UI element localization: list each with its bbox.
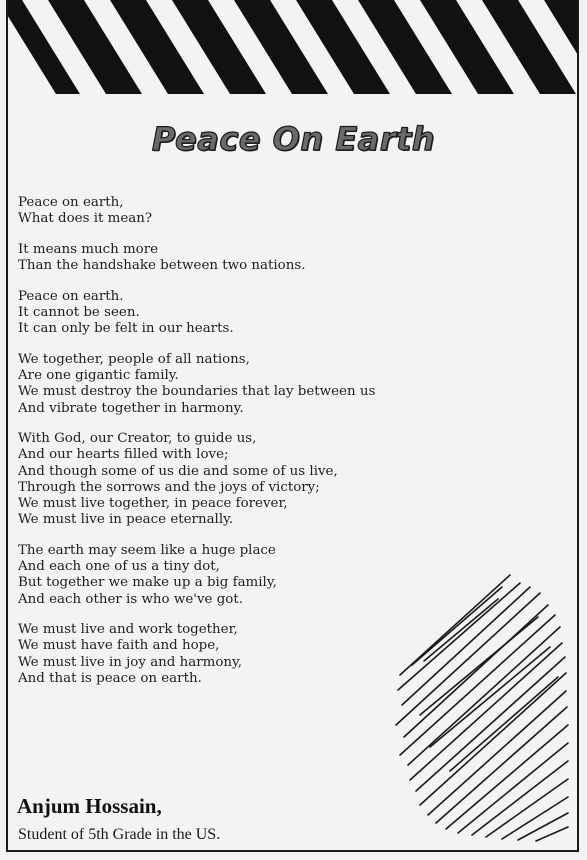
poem-line: And each other is who we've got. xyxy=(18,591,243,607)
poem-line: Peace on earth. xyxy=(18,288,124,304)
poem-line: Than the handshake between two nations. xyxy=(18,258,306,274)
poem-line: We must have faith and hope, xyxy=(18,638,220,654)
poem-line: And vibrate together in harmony. xyxy=(18,400,244,416)
poem-line: We must destroy the boundaries that lay between us xyxy=(18,384,376,400)
poem-line: It can only be felt in our hearts. xyxy=(18,321,234,337)
poem-line: We must live in joy and harmony, xyxy=(18,654,243,670)
stanza-3 xyxy=(18,289,488,338)
hatch-scribble-decoration xyxy=(390,565,570,845)
stanza-5 xyxy=(18,431,488,528)
stanza-2 xyxy=(18,242,488,274)
poem-line: Are one gigantic family. xyxy=(18,368,179,384)
poem-line: We together, people of all nations, xyxy=(18,351,250,367)
poem-line: We must live in peace eternally. xyxy=(18,512,234,528)
poem-line: It cannot be seen. xyxy=(18,305,140,321)
poem-line: What does it mean? xyxy=(18,211,153,227)
poem-line: But together we make up a big family, xyxy=(18,575,277,591)
poem-line: Through the sorrows and the joys of victory; xyxy=(18,479,320,495)
poem-line: Peace on earth, xyxy=(18,195,124,210)
poem-line: And each one of us a tiny dot, xyxy=(18,559,220,575)
poem-line: And that is peace on earth. xyxy=(18,670,202,686)
poem-line: With God, our Creator, to guide us, xyxy=(18,431,257,447)
poem-line: It means much more xyxy=(18,241,159,257)
poem-line: We must live and work together, xyxy=(18,622,238,638)
stanza-1 xyxy=(18,195,488,227)
poem-title: Peace On Earth xyxy=(151,120,436,158)
stanza-4 xyxy=(18,352,488,417)
author-byline: Student of 5th Grade in the US. xyxy=(18,826,221,843)
poem-line: And though some of us die and some of us live, xyxy=(18,463,338,479)
diagonal-stripe-banner xyxy=(8,0,577,94)
author-name: Anjum Hossain, xyxy=(17,794,162,818)
poem-line: And our hearts filled with love; xyxy=(18,447,229,463)
poem-line: We must live together, in peace forever, xyxy=(18,496,288,512)
poem-line: The earth may seem like a huge place xyxy=(18,542,276,558)
